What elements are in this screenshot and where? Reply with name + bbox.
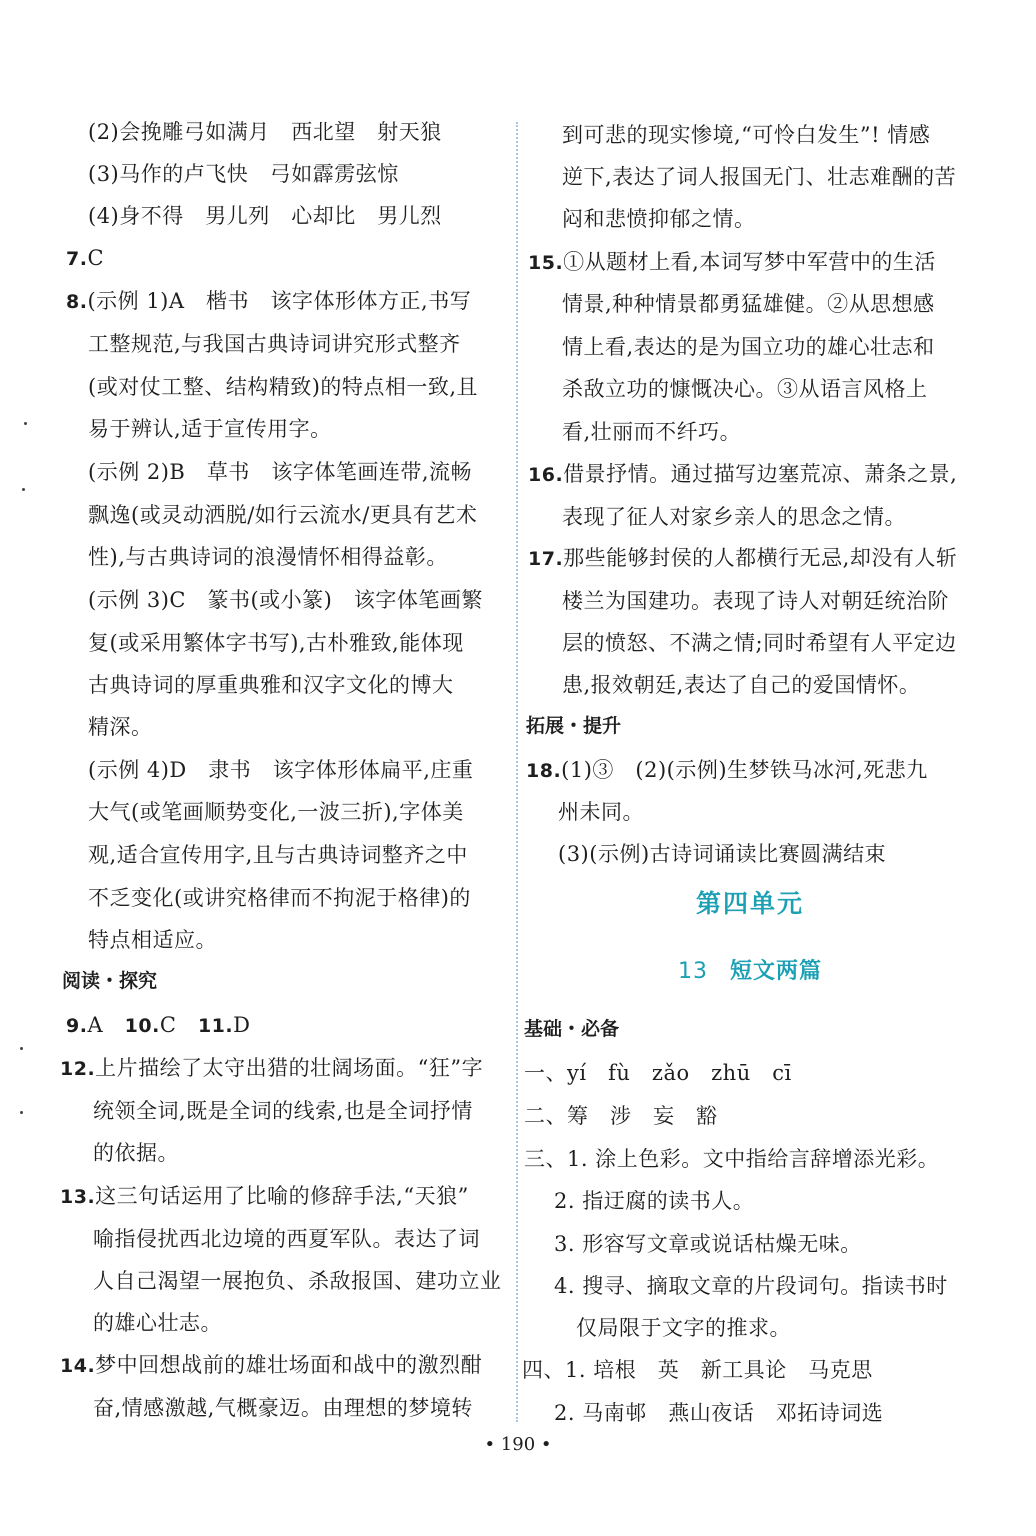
answer-line: 州未同。 <box>558 800 644 824</box>
answer-line: 性),与古典诗词的浪漫情怀相得益彰。 <box>88 545 448 569</box>
answer-line: 观,适合宣传用字,且与古典诗词整齐之中 <box>88 843 468 867</box>
answer-line: (示例 3)C 篆书(或小篆) 该字体笔画繁 <box>88 588 483 612</box>
lesson-number: 13 <box>677 959 708 984</box>
answer-line: 古典诗词的厚重典雅和汉字文化的博大 <box>88 673 454 697</box>
answer-line: (示例 2)B 草书 该字体笔画连带,流畅 <box>88 460 473 484</box>
question-8 <box>66 286 471 317</box>
answer-text: C <box>87 246 105 270</box>
scan-speck <box>20 1047 23 1050</box>
answer-text: 借景抒情。通过描写边塞荒凉、萧条之景, <box>563 462 958 486</box>
answer-line: 4. 搜寻、摘取文章的片段词句。指读书时 <box>554 1274 948 1298</box>
unit-title: 第四单元 <box>695 889 804 918</box>
lesson-name: 短文两篇 <box>729 959 822 984</box>
answer-line: 的依据。 <box>93 1141 179 1165</box>
answer-line: 易于辨认,适于宣传用字。 <box>88 417 332 441</box>
question-7 <box>66 243 104 274</box>
question-number: 7. <box>66 248 88 270</box>
answer-line: 看,壮丽而不纤巧。 <box>562 420 742 444</box>
question-number: 13. <box>60 1186 96 1208</box>
answer-line: 表现了征人对家乡亲人的思念之情。 <box>562 505 906 529</box>
question-number: 15. <box>528 252 564 274</box>
question-number: 11. <box>197 1015 234 1037</box>
answer-line: 飘逸(或灵动洒脱/如行云流水/更具有艺术 <box>88 503 478 527</box>
answer-line: 统领全词,既是全词的线索,也是全词抒情 <box>93 1099 473 1123</box>
answer-text: (1)③ (2)(示例)生梦铁马冰河,死悲九 <box>561 758 928 782</box>
answer-line: 特点相适应。 <box>88 928 217 952</box>
answer-line: 2. 指迂腐的读书人。 <box>554 1189 755 1213</box>
answer-text: ①从题材上看,本词写梦中军营中的生活 <box>563 250 936 274</box>
answer-text: 这三句话运用了比喻的修辞手法,“天狼” <box>95 1184 469 1208</box>
answer-line: 二、筹 涉 妄 豁 <box>524 1104 718 1128</box>
answer-line: 杀敌立功的慷慨决心。③从语言风格上 <box>562 377 928 401</box>
answer-text: (示例 1)A 楷书 该字体形体方正,书写 <box>87 289 472 313</box>
answer-line: 奋,情感激越,气概豪迈。由理想的梦境转 <box>93 1396 473 1420</box>
question-number: 10. <box>124 1015 160 1037</box>
answer-text: C <box>159 1013 177 1037</box>
section-heading-read-explore: 阅读・探究 <box>62 970 158 992</box>
answer-text: 那些能够封侯的人都横行无忌,却没有人斩 <box>563 546 958 570</box>
question-number: 8. <box>66 291 88 313</box>
answer-line: 一、yí fù zǎo zhū cī <box>524 1061 792 1085</box>
answer-line: (2)会挽雕弓如满月 西北望 射天狼 <box>88 120 442 144</box>
question-number: 9. <box>66 1015 88 1037</box>
answer-line: 层的愤怒、不满之情;同时希望有人平定边 <box>562 631 957 655</box>
question-14 <box>60 1350 482 1381</box>
answer-line: 四、1. 培根 英 新工具论 马克思 <box>522 1358 873 1382</box>
questions-9-11 <box>66 1010 250 1041</box>
question-number: 14. <box>60 1355 96 1377</box>
answer-line: 楼兰为国建功。表现了诗人对朝廷统治阶 <box>562 589 949 613</box>
answer-line: 2. 马南邨 燕山夜话 邓拓诗词选 <box>554 1401 884 1425</box>
question-number: 18. <box>526 760 562 782</box>
question-17 <box>528 543 957 574</box>
question-number: 16. <box>528 464 564 486</box>
answer-text: A <box>87 1013 104 1037</box>
question-12 <box>60 1053 483 1084</box>
answer-text: D <box>233 1013 251 1037</box>
answer-line: 的雄心壮志。 <box>93 1311 222 1335</box>
answer-line: 复(或采用繁体字书写),古朴雅致,能体现 <box>88 631 464 655</box>
answer-line: 精深。 <box>88 715 153 739</box>
answer-text: 梦中回想战前的雄壮场面和战中的激烈酣 <box>95 1353 483 1377</box>
answer-line: 仅局限于文字的推求。 <box>576 1316 791 1340</box>
page-number: • 190 • <box>484 1434 552 1455</box>
answer-line: 喻指侵扰西北边境的西夏军队。表达了词 <box>93 1227 480 1251</box>
answer-line: 闷和悲愤抑郁之情。 <box>562 207 756 231</box>
answer-line: 逆下,表达了词人报国无门、壮志难酬的苦 <box>562 165 957 189</box>
question-13 <box>60 1181 469 1212</box>
answer-line: 人自己渴望一展抱负、杀敌报国、建功立业 <box>93 1269 502 1293</box>
answer-line: (3)马作的卢飞快 弓如霹雳弦惊 <box>88 162 399 186</box>
answer-line: 三、1. 涂上色彩。文中指给言辞增添光彩。 <box>524 1147 940 1171</box>
answer-line: (4)身不得 男儿列 心却比 男儿烈 <box>88 204 442 228</box>
answer-line: 工整规范,与我国古典诗词讲究形式整齐 <box>88 332 461 356</box>
section-heading-basic: 基础・必备 <box>524 1018 620 1040</box>
scan-speck <box>24 422 27 425</box>
question-16 <box>528 459 957 490</box>
answer-text: 上片描绘了太守出猎的壮阔场面。“狂”字 <box>95 1056 484 1080</box>
answer-line: 情景,种种情景都勇猛雄健。②从思想感 <box>562 292 935 316</box>
answer-line: (3)(示例)古诗词诵读比赛圆满结束 <box>558 842 887 866</box>
answer-line: 到可悲的现实惨境,“可怜白发生”! 情感 <box>562 123 931 147</box>
question-18 <box>526 755 928 786</box>
answer-line: 3. 形容写文章或说话枯燥无味。 <box>554 1232 862 1256</box>
answer-line: 不乏变化(或讲究格律而不拘泥于格律)的 <box>88 886 471 910</box>
answer-line: (或对仗工整、结构精致)的特点相一致,且 <box>88 375 479 399</box>
answer-line: (示例 4)D 隶书 该字体形体扁平,庄重 <box>88 758 474 782</box>
lesson-title <box>522 954 978 985</box>
answer-line: 患,报效朝廷,表达了自己的爱国情怀。 <box>562 673 921 697</box>
answer-line: 情上看,表达的是为国立功的雄心壮志和 <box>562 335 935 359</box>
question-number: 12. <box>60 1058 96 1080</box>
scan-speck <box>22 488 25 491</box>
question-number: 17. <box>528 548 564 570</box>
column-divider <box>516 122 518 1422</box>
section-heading-expand-improve: 拓展・提升 <box>526 715 622 737</box>
answer-line: 大气(或笔画顺势变化,一波三折),字体美 <box>88 800 464 824</box>
question-15 <box>528 247 936 278</box>
scan-speck <box>20 1111 23 1114</box>
